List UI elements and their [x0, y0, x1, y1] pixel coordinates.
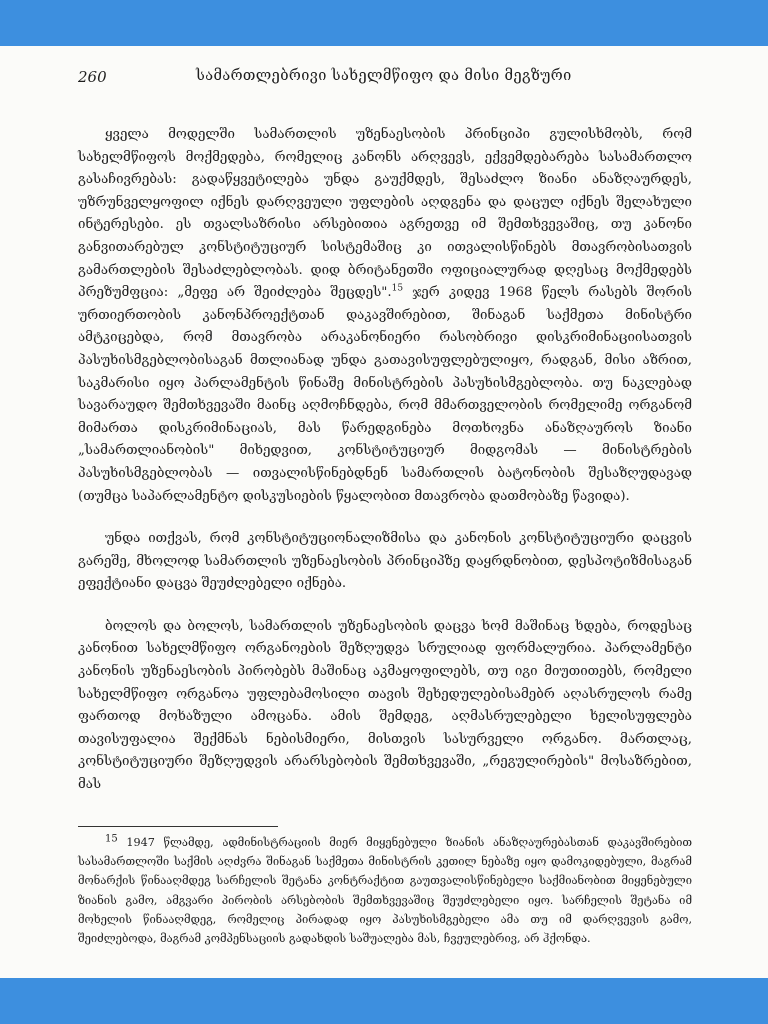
paragraph-1-text-a: ყველა მოდელში სამართლის უზენაესობის პრინციპი გულისხმობს, რომ სახელმწიფოს მოქმედება, რომელიც კანონს არღვევს, ექვემდებარება სასამართლო გასაჩივრებას: გადაწყვეტილება უნდა გაუქმდეს, შესაძლო ზიანი ანაზღაურდეს, უზრუნველყოფილ იქნეს დარღვეული უფლების აღდგენა და დაცულ იქნეს შელახული ინტერესები. ეს თვალსაზრისი არსებითია აგრეთვე იმ შემთხვევაშიც, თუ კანონი განვითარებულ კონსტიტუციურ სისტემაშიც კი ითვალისწინებს მთავრობისათვის გამართლების შესაძლებლობას. დიდ ბრიტანეთში ოფიციალურად დღესაც მოქმედებს პრეზუმფცია: „მეფე არ შეიძლება შეცდეს". — [78, 127, 692, 301]
running-title: სამართლებრივი სახელმწიფო და მისი მეგზური — [196, 68, 572, 84]
page-header — [78, 68, 692, 94]
footnote-number: 15 — [105, 833, 118, 845]
bottom-bar — [0, 978, 768, 1024]
top-bar — [0, 0, 768, 46]
footnote-text: 1947 წლამდე, ადმინისტრაციის მიერ მიყენებული ზიანის ანაზღაურებასთან დაკავშირებით სასამართლოში საქმის აღძვრა შინაგან საქმეთა მინისტრის კეთილ ნებაზე იყო დამოკიდებული, მაგრამ მონარქის წინააღმდეგ სარჩელის შეტანა კონტრაქტით გაუთვალისწინებელი საქმიანობით მიყენებული ზიანის გამო, ამგვარი პირობის არსებობის შემთხვევაშიც შეუძლებელი იყო. სარჩელის შეტანა იმ მოხელის წინააღმდეგ, რომელიც პირადად იყო პასუხისმგებელი ამა თუ იმ დარღვევის გამო, შეიძლებოდა, მაგრამ კომპენსაციის გადახდის საშუალება მას, ჩვეულებრივ, არ ჰქონდა. — [78, 836, 692, 946]
paragraph-2: უნდა ითქვას, რომ კონსტიტუციონალიზმისა და კანონის კონსტიტუციური დაცვის გარეშე, მხოლოდ სამართლის უზენაესობის პრინციპზე დაყრდნობით, დესპოტიზმისაგან ეფექტიანი დაცვა შეუძლებელი იქნება. — [78, 531, 692, 592]
footnote-divider — [78, 826, 278, 827]
footnote-ref[interactable]: 15 — [391, 283, 404, 294]
page-body — [78, 124, 692, 817]
paragraph-1 — [78, 124, 692, 508]
footnote — [78, 833, 692, 948]
paragraph-1-text-b: ჯერ კიდევ 1968 წელს რასებს შორის ურთიერთობის კანონპროექტთან დაკავშირებით, შინაგან საქმეთა მინისტრი ამტკიცებდა, რომ მთავრობა არაკანონიერი რასობრივი დისკრიმინაციისათვის პასუხისმგებლობისაგან მთლიანად უნდა გათავისუფლებულიყო, რადგან, მისი აზრით, საკმარისი იყო პარლამენტის წინაშე მინისტრების პასუხისმგებლობა. თუ ნაკლებად სავარაუდო შემთხვევაში მაინც აღმოჩნდება, რომ მმართველობის რომელიმე ორგანომ მიმართა დისკრიმინაციას, მას წარედგინება მოთხოვნა ანაზღაუროს ზიანი „სამართლიანობის" მიხედვით, კონსტიტუციურ მიდგომას — მინისტრების პასუხისმგებლობას — ითვალისწინებდნენ სამართლის ბატონობის შესაზღუდავად (თუმცა საპარლამენტო დისკუსიების წყალობით მთავრობა დათმობაზე წავიდა). — [78, 285, 692, 504]
page-number: 260 — [78, 68, 107, 86]
paragraph-3: ბოლოს და ბოლოს, სამართლის უზენაესობის დაცვა ხომ მაშინაც ხდება, როდესაც კანონით სახელმწიფო ორგანოების შეზღუდვა სრულიად ფორმალურია. პარლამენტი კანონის უზენაესობის პირობებს მაშინაც აკმაყოფილებს, თუ იგი მიუთითებს, რომელი სახელმწიფო ორგანოა უფლებამოსილი თავის შეხედულებისამებრ აღასრულოს რამე ფართოდ მოხაზული ამოცანა. ამის შემდეგ, აღმასრულებელი ხელისუფლება თავისუფალია შექმნას ნებისმიერი, მისთვის სასურველი ორგანო. მართლაც, კონსტიტუციური შეზღუდვის არარსებობის შემთხვევაში, „რეგულირების" მოსაზრებით, მას — [78, 618, 692, 793]
